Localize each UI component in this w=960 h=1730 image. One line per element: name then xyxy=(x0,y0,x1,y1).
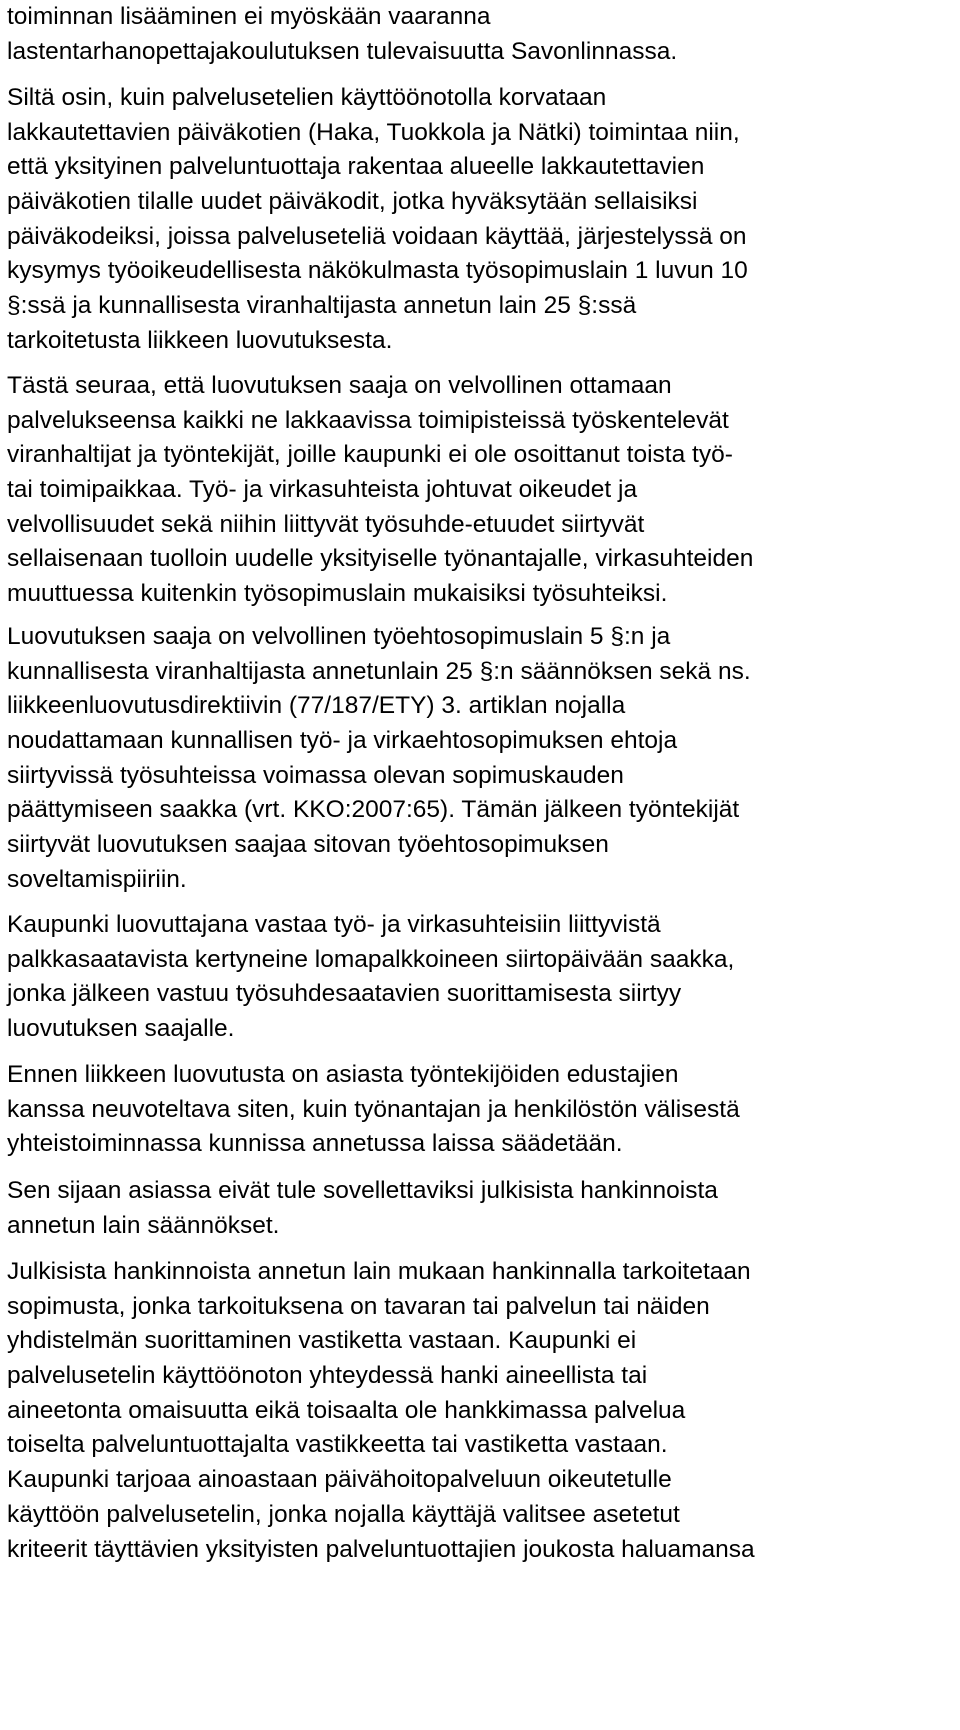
paragraph-8 xyxy=(7,1255,755,1567)
text-line: Tästä seuraa, että luovutuksen saaja on velvollinen ottamaan xyxy=(7,372,672,399)
text-line: sopimusta, jonka tarkoituksena on tavaran tai palvelun tai näiden xyxy=(7,1292,710,1320)
text-line: §:ssä ja kunnallisesta viranhaltijasta annetun lain 25 §:ssä xyxy=(7,292,637,320)
text-line: noudattamaan kunnallisen työ- ja virkaehtosopimuksen ehtoja xyxy=(7,727,678,755)
text-line: että yksityinen palveluntuottaja rakentaa alueelle lakkautettavien xyxy=(7,153,705,181)
text-line: siirtyvissä työsuhteissa voimassa olevan sopimuskauden xyxy=(7,761,624,789)
text-line: yhdistelmän suorittaminen vastiketta vastaan. Kaupunki ei xyxy=(7,1327,637,1355)
text-line: toiselta palveluntuottajalta vastikkeetta tai vastiketta vastaan. xyxy=(7,1431,668,1459)
text-line: palkkasaatavista kertyneine lomapalkkoineen siirtopäivään saakka, xyxy=(7,945,735,973)
text-line: kysymys työoikeudellisesta näkökulmasta työsopimuslain 1 luvun 10 xyxy=(7,257,748,285)
text-line: kunnallisesta viranhaltijasta annetunlain 25 §:n säännöksen sekä ns. xyxy=(7,657,751,685)
text-line: aineetonta omaisuutta eikä toisaalta ole hankkimassa palvelua xyxy=(7,1396,686,1424)
paragraph-6 xyxy=(7,1058,740,1162)
text-line: Julkisista hankinnoista annetun lain mukaan hankinnalla tarkoitetaan xyxy=(7,1258,751,1285)
text-line: jonka jälkeen vastuu työsuhdesaatavien suorittamisesta siirtyy xyxy=(7,980,682,1008)
text-line: päiväkodeiksi, joissa palveluseteliä voidaan käyttää, järjestelyssä on xyxy=(7,222,747,250)
text-line: päiväkotien tilalle uudet päiväkodit, jotka hyväksytään sellaisiksi xyxy=(7,188,698,216)
paragraph-1 xyxy=(7,0,677,69)
text-line: luovutuksen saajalle. xyxy=(7,1015,235,1043)
text-line: Sen sijaan asiassa eivät tule sovellettaviksi julkisista hankinnoista xyxy=(7,1177,718,1204)
text-line: kanssa neuvoteltava siten, kuin työnantajan ja henkilöstön välisestä xyxy=(7,1095,740,1123)
text-line: kriteerit täyttävien yksityisten palveluntuottajien joukosta haluamansa xyxy=(7,1535,755,1563)
text-line: Kaupunki tarjoaa ainoastaan päivähoitopalveluun oikeutetulle xyxy=(7,1466,672,1494)
text-line: yhteistoiminnassa kunnissa annetussa laissa säädetään. xyxy=(7,1130,623,1158)
text-line: lastentarhanopettajakoulutuksen tulevaisuutta Savonlinnassa. xyxy=(7,37,678,65)
text-line: sellaisenaan tuolloin uudelle yksityiselle työnantajalle, virkasuhteiden xyxy=(7,545,754,573)
text-line: velvollisuudet sekä niihin liittyvät työsuhde-etuudet siirtyvät xyxy=(7,510,645,538)
text-line: Ennen liikkeen luovutusta on asiasta työntekijöiden edustajien xyxy=(7,1061,679,1088)
text-line: siirtyvät luovutuksen saajaa sitovan työehtosopimuksen xyxy=(7,831,609,859)
text-line: Siltä osin, kuin palvelusetelien käyttöönotolla korvataan xyxy=(7,84,607,111)
text-line: liikkeenluovutusdirektiivin (77/187/ETY) 3. artiklan nojalla xyxy=(7,692,626,720)
text-line: muuttuessa kuitenkin työsopimuslain mukaisiksi työsuhteiksi. xyxy=(7,580,668,608)
text-line: soveltamispiiriin. xyxy=(7,865,187,893)
paragraph-2 xyxy=(7,81,748,359)
paragraph-3 xyxy=(7,369,753,612)
text-line: tai toimipaikkaa. Työ- ja virkasuhteista johtuvat oikeudet ja xyxy=(7,476,638,504)
text-line: viranhaltijat ja työntekijät, joille kaupunki ei ole osoittanut toista työ- xyxy=(7,441,733,469)
text-line: käyttöön palvelusetelin, jonka nojalla käyttäjä valitsee asetetut xyxy=(7,1500,680,1528)
text-line: palvelukseensa kaikki ne lakkaavissa toimipisteissä työskentelevät xyxy=(7,406,729,434)
paragraph-7 xyxy=(7,1174,718,1243)
text-line: toiminnan lisääminen ei myöskään vaaranna xyxy=(7,3,491,30)
text-line: palvelusetelin käyttöönoton yhteydessä hanki aineellista tai xyxy=(7,1362,648,1390)
paragraph-4 xyxy=(7,620,751,898)
text-line: Luovutuksen saaja on velvollinen työehtosopimuslain 5 §:n ja xyxy=(7,623,671,650)
text-line: päättymiseen saakka (vrt. KKO:2007:65). Tämän jälkeen työntekijät xyxy=(7,796,740,824)
paragraph-5 xyxy=(7,908,734,1047)
text-line: annetun lain säännökset. xyxy=(7,1211,280,1239)
text-line: Kaupunki luovuttajana vastaa työ- ja virkasuhteisiin liittyvistä xyxy=(7,911,661,938)
text-line: tarkoitetusta liikkeen luovutuksesta. xyxy=(7,326,393,354)
text-line: lakkautettavien päiväkotien (Haka, Tuokkola ja Nätki) toimintaa niin, xyxy=(7,118,740,146)
